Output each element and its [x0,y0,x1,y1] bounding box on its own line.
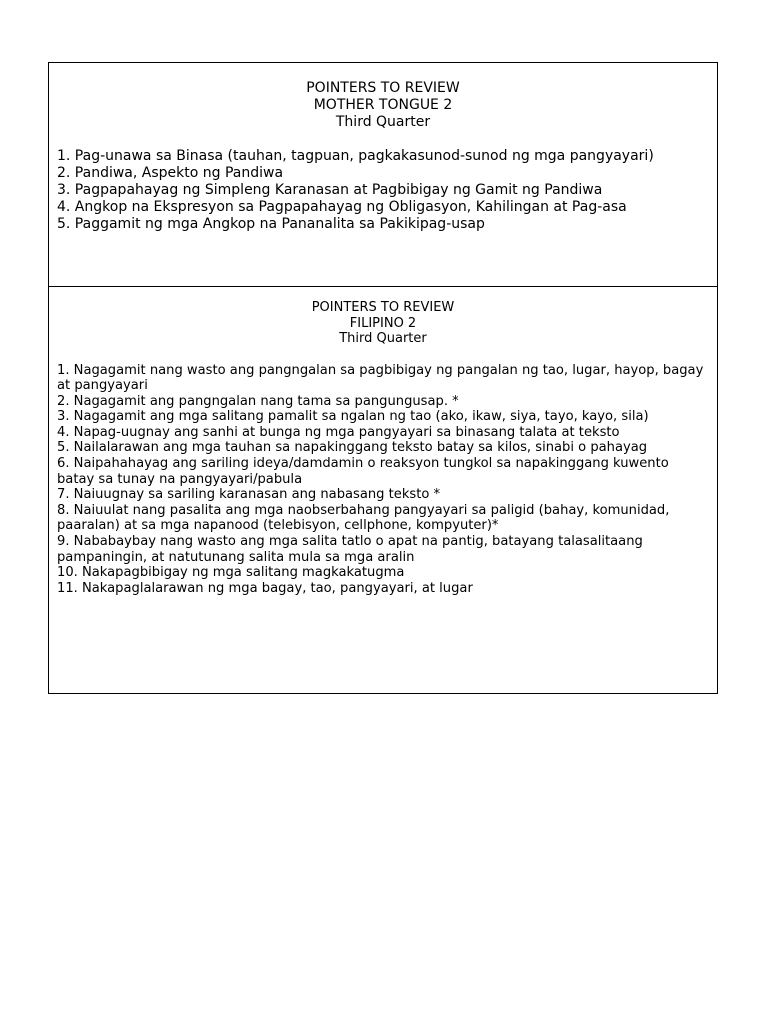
list-item: 6. Naipahahayag ang sariling ideya/damdamin o reaksyon tungkol sa napakinggang kuwento batay sa tunay na pangyayari/pabula [57,456,669,487]
list-item: 4. Angkop na Ekspresyon sa Pagpapahayag ng Obligasyon, Kahilingan at Pag-asa [57,199,627,215]
list-item: 10. Nakapagbibigay ng mga salitang magkakatugma [57,565,405,581]
heading-title: POINTERS TO REVIEW [306,80,460,96]
heading-quarter: Third Quarter [335,114,431,130]
filipino-heading [49,287,717,347]
list-item: 7. Naiuugnay sa sariling karanasan ang nabasang teksto * [57,487,441,503]
list-item: 3. Nagagamit ang mga salitang pamalit sa ngalan ng tao (ako, ikaw, siya, tayo, kayo, sila) [57,409,649,425]
list-item: 4. Napag-uugnay ang sanhi at bunga ng mga pangyayari sa binasang talata at teksto [57,424,620,440]
list-item: 11. Nakapaglalarawan ng mga bagay, tao, pangyayari, at lugar [57,580,473,596]
list-item: 2. Pandiwa, Aspekto ng Pandiwa [57,165,284,181]
list-item: 8. Naiuulat nang pasalita ang mga naobserbahang pangyayari sa paligid (bahay, komunidad, paaralan) at sa mga napanood (telebisyon, cellphone, kompyuter)* [57,502,670,534]
mother-tongue-list [49,148,717,233]
list-item: 1. Nagagamit nang wasto ang pangngalan sa pagbibigay ng pangalan ng tao, lugar, hayop, bagay at pangyayari [57,362,704,394]
filipino-list [49,363,717,597]
heading-title: POINTERS TO REVIEW [311,300,455,315]
list-item: 3. Pagpapahayag ng Simpleng Karanasan at Pagbibigay ng Gamit ng Pandiwa [57,182,603,198]
list-item: 9. Nababaybay nang wasto ang mga salita tatlo o apat na pantig, batayang talasalitaang pampaningin, at natutunang salita mula sa mga aralin [57,534,643,565]
list-item: 5. Paggamit ng mga Angkop na Pananalita sa Pakikipag-usap [57,216,485,232]
list-item: 1. Pag-unawa sa Binasa (tauhan, tagpuan, pagkakasunod-sunod ng mga pangyayari) [57,148,654,164]
heading-subject: FILIPINO 2 [349,315,417,331]
mother-tongue-review-box [48,62,718,287]
list-item: 2. Nagagamit ang pangngalan nang tama sa pangungusap. * [57,393,459,409]
list-item: 5. Nailalarawan ang mga tauhan sa napakinggang teksto batay sa kilos, sinabi o pahayag [57,440,648,456]
filipino-review-box [48,286,718,694]
heading-quarter: Third Quarter [339,331,427,346]
mother-tongue-heading [49,63,717,131]
heading-subject: MOTHER TONGUE 2 [313,97,453,113]
